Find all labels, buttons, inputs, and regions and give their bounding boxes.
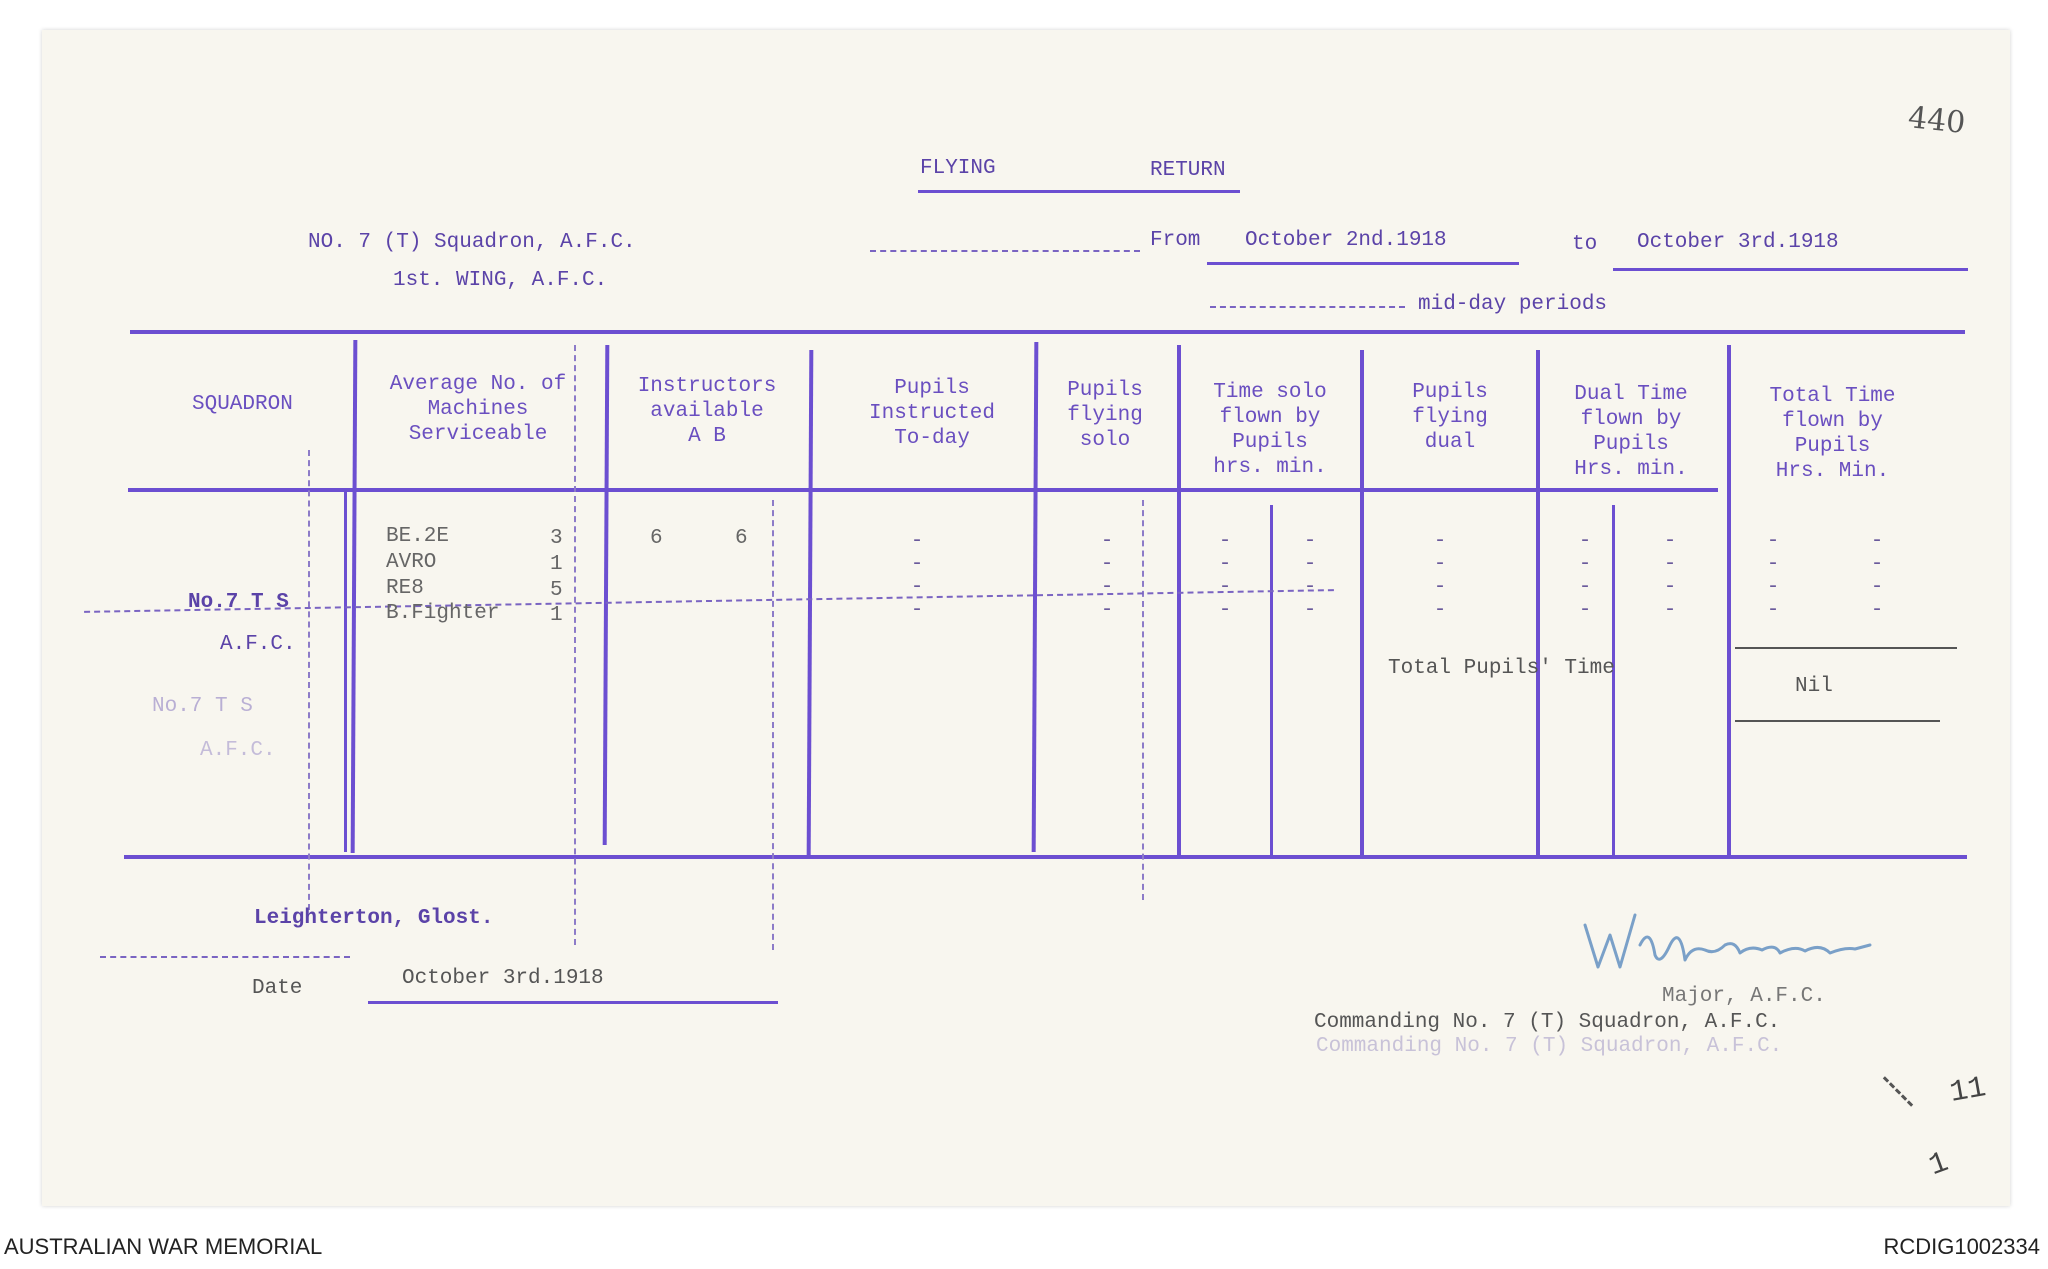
col-rule-5b [1270,505,1273,855]
machine-count: 3 [550,527,563,550]
dash-pupils-instructed: - - - - [910,530,924,622]
date-label: Date [252,977,303,1000]
to-underline [1613,268,1968,271]
wing-name: 1st. WING, A.F.C. [393,269,608,292]
header-instructors: Instructors available A B [637,375,777,448]
commanding-officer-faint: Commanding No. 7 (T) Squadron, A.F.C. [1316,1035,1783,1058]
machine-type: AVRO [386,551,437,574]
date-value: October 3rd.1918 [402,967,604,990]
page-number: 440 [1906,100,1967,141]
machine-type: RE8 [386,577,424,600]
squadron-sub-faint: A.F.C. [200,739,276,762]
header-total-time: Total Time flown by Pupils Hrs. Min. [1769,385,1896,483]
from-label: From [1150,229,1201,252]
table-header-rule [128,488,1718,492]
machine-count: 1 [550,553,563,576]
dash-dual-min: - - - - [1663,530,1677,622]
machine-type: B.Fighter [386,602,500,625]
header-machines: Average No. of Machines Serviceable [389,373,567,446]
commanding-officer: Commanding No. 7 (T) Squadron, A.F.C. [1314,1011,1781,1034]
title-underline [918,190,1240,193]
machine-type: BE.2E [386,525,450,548]
dash-total-hrs: - - - - [1766,530,1780,622]
header-time-solo: Time solo flown by Pupils hrs. min. [1213,381,1327,479]
dash-solo-hrs: - - - - [1218,530,1232,622]
guide-line-1 [308,450,310,910]
squadron-name: No.7 T S [188,591,289,614]
total-value: Nil [1795,675,1833,698]
dash-dual-hrs: - - - - [1578,530,1592,622]
dash-pupils-solo: - - - - [1100,530,1114,622]
leader-line [870,250,1140,252]
to-date: October 3rd.1918 [1637,231,1839,254]
location: Leighterton, Glost. [254,907,494,930]
corner-mark-1: 11 [1947,1071,1989,1111]
date-leader [100,956,350,958]
machine-count: 1 [550,604,563,627]
signature-scribble [1580,905,1880,985]
header-pupils-instructed: Pupils Instructed To-day [868,377,996,450]
col-rule-7b [1612,505,1615,855]
total-lower-rule [1735,720,1940,722]
col-rule-1b [344,490,347,852]
dash-pupils-dual: - - - - [1433,530,1447,622]
instructors-b: 6 [735,527,748,550]
footer-right: RCDIG1002334 [1883,1234,2040,1259]
table-bottom-rule [124,855,1967,859]
header-dual-time: Dual Time flown by Pupils Hrs. min. [1574,383,1688,481]
dash-total-min: - - - - [1870,530,1884,622]
guide-line-4 [1142,500,1144,900]
period-leader [1210,306,1405,308]
col-rule-6 [1360,350,1364,855]
machine-count: 5 [550,579,563,602]
unit-name: NO. 7 (T) Squadron, A.F.C. [308,231,636,254]
instructors-a: 6 [650,527,663,550]
col-rule-5 [1177,345,1181,855]
footer-left: AUSTRALIAN WAR MEMORIAL [4,1234,323,1259]
date-underline [368,1001,778,1004]
title-flying: FLYING [920,157,996,180]
header-squadron: SQUADRON [192,393,293,416]
to-label: to [1572,233,1598,256]
from-underline [1207,262,1519,265]
dash-solo-min: - - - - [1303,530,1317,622]
period-note: mid-day periods [1418,293,1608,316]
title-return: RETURN [1150,159,1226,182]
header-pupils-dual: Pupils flying dual [1412,381,1488,454]
from-date: October 2nd.1918 [1245,229,1447,252]
squadron-name-faint: No.7 T S [152,695,253,718]
total-upper-rule [1735,647,1957,649]
col-rule-8 [1727,345,1731,855]
header-pupils-solo: Pupils flying solo [1067,379,1143,452]
corner-mark-2: 1 [1924,1145,1954,1185]
total-pupils-time-label: Total Pupils' Time [1388,657,1615,680]
rank: Major, A.F.C. [1662,985,1826,1008]
guide-line-3 [772,500,774,950]
table-top-rule [130,330,1965,334]
squadron-sub: A.F.C. [220,633,296,656]
